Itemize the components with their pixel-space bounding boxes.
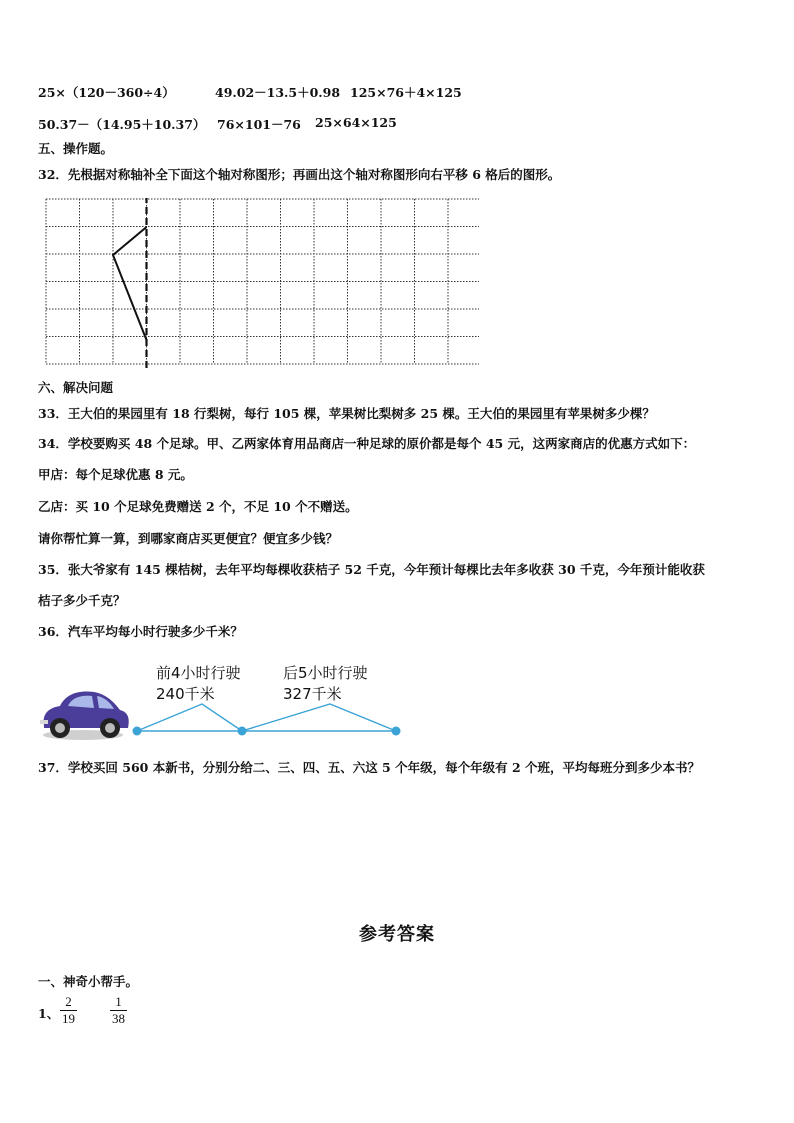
answer-1-label: 1、	[38, 1006, 60, 1021]
answer-section-1-heading: 一、神奇小帮手。	[38, 974, 139, 989]
question-32: 32．先根据对称轴补全下面这个轴对称图形；再画出这个轴对称图形向右平移 6 格后的图形。	[38, 167, 561, 182]
mid-point	[238, 727, 247, 736]
symmetry-grid	[45, 198, 479, 368]
seg2-label-line1: 后5小时行驶	[283, 664, 368, 682]
end-point	[392, 727, 401, 736]
answer-fraction-1	[60, 994, 77, 1027]
fraction-numerator: 1	[115, 994, 122, 1009]
half-figure	[113, 227, 147, 340]
section-6-heading: 六、解决问题	[38, 380, 114, 395]
answer-fraction-2	[110, 994, 127, 1027]
question-34-ask: 请你帮忙算一算，到哪家商店买更便宜？便宜多少钱？	[38, 531, 339, 546]
seg1-label-line2: 240千米	[156, 685, 215, 703]
seg2-label-line2: 327千米	[283, 685, 342, 703]
seg1-label-line1: 前4小时行驶	[156, 664, 241, 682]
answers-title: 参考答案	[359, 924, 435, 945]
calc-expr-2-2: 76×101－76	[217, 117, 301, 132]
calc-expr-1-2: 49.02－13.5＋0.98	[215, 85, 341, 100]
question-34-option-a: 甲店：每个足球优惠 8 元。	[38, 467, 193, 482]
fraction-numerator: 2	[65, 994, 72, 1009]
section-5-heading: 五、操作题。	[38, 141, 114, 156]
car-icon	[40, 692, 129, 740]
fraction-denominator: 38	[112, 1011, 125, 1026]
question-33: 33．王大伯的果园里有 18 行梨树，每行 105 棵，苹果树比梨树多 25 棵。王大伯的果园里有苹果树多少棵？	[38, 406, 655, 421]
question-35-line-1: 35．张大爷家有 145 棵桔树，去年平均每棵收获桔子 52 千克，今年预计每棵比去年多收获 30 千克，今年预计能收获	[38, 562, 705, 577]
question-37: 37．学校买回 560 本新书，分别分给二、三、四、五、六这 5 个年级，每个年级有 2 个班，平均每班分到多少本书？	[38, 760, 700, 775]
start-point	[133, 727, 142, 736]
trip-diagram	[38, 656, 418, 748]
question-36: 36．汽车平均每小时行驶多少千米？	[38, 624, 243, 639]
fraction-denominator: 19	[62, 1011, 75, 1026]
question-34-option-b: 乙店：买 10 个足球免费赠送 2 个，不足 10 个不赠送。	[38, 499, 358, 514]
calc-expr-1-3: 125×76＋4×125	[350, 85, 462, 100]
calc-expr-2-3: 25×64×125	[315, 115, 397, 130]
calc-expr-2-1: 50.37－（14.95＋10.37）	[38, 117, 206, 132]
calc-expr-1-1: 25×（120－360÷4）	[38, 85, 175, 100]
question-34: 34．学校要购买 48 个足球。甲、乙两家体育用品商店一种足球的原价都是每个 45 元，这两家商店的优惠方式如下：	[38, 436, 696, 451]
question-35-line-2: 桔子多少千克？	[38, 593, 126, 608]
